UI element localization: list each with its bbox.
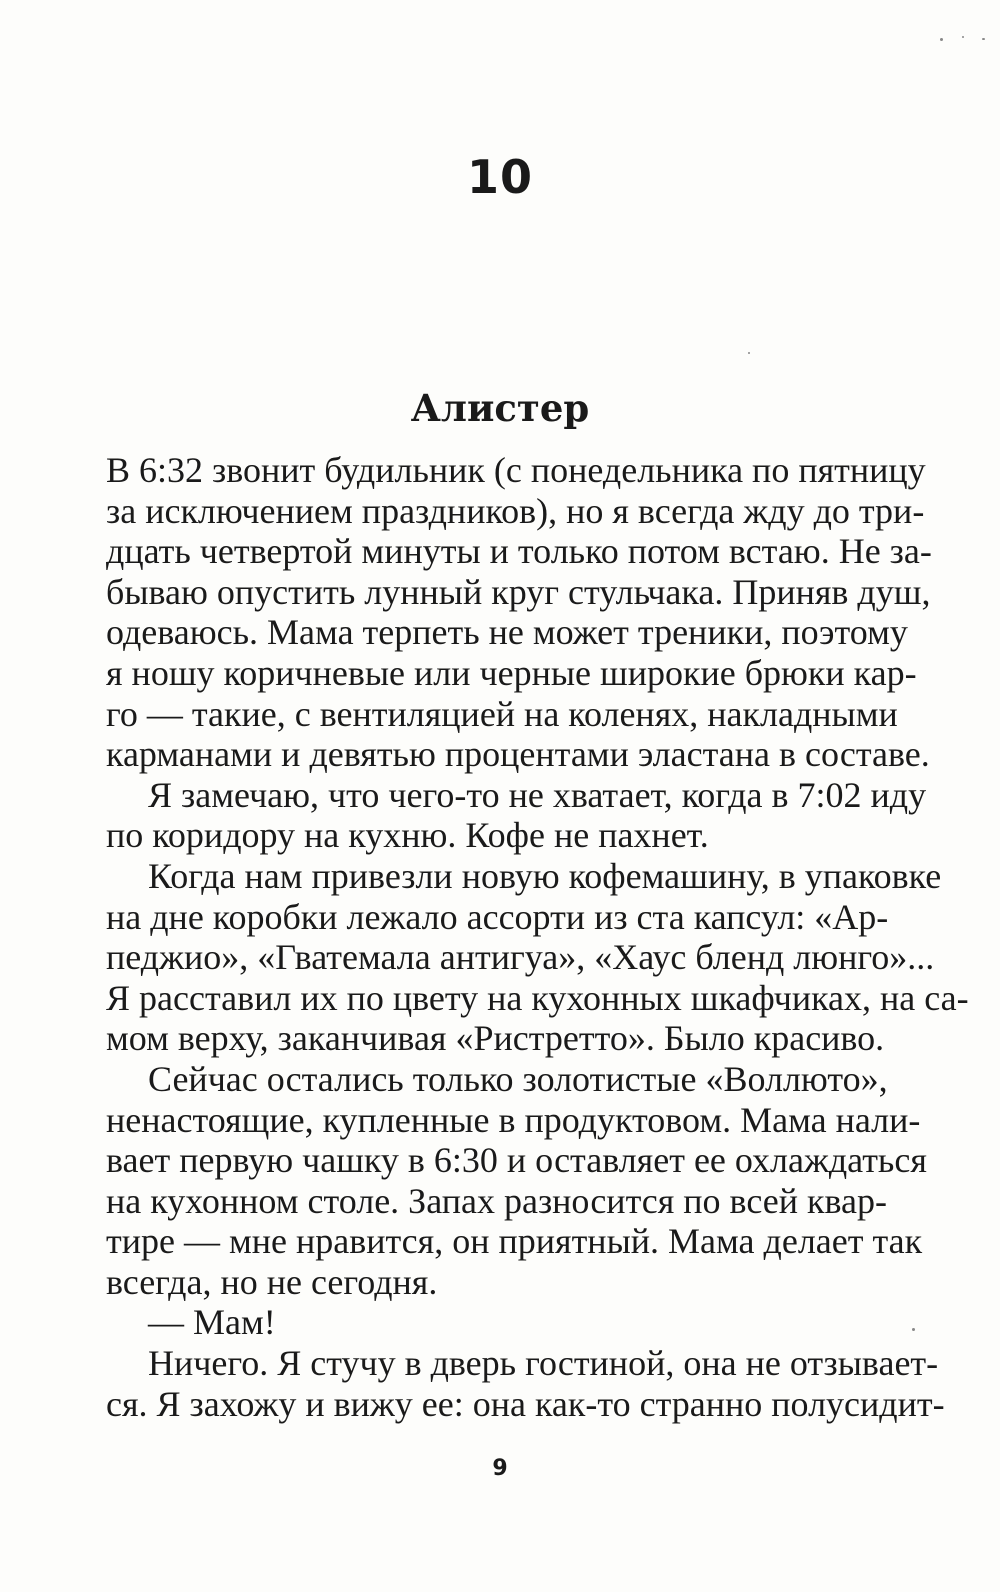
text-line: бываю опустить лунный круг стульчака. Приняв душ, (106, 571, 931, 612)
text-line: одеваюсь. Мама терпеть не может треники, поэтому (106, 612, 908, 653)
scan-speck (912, 1328, 915, 1331)
text-line: Сейчас остались только золотистые «Воллюто», (148, 1058, 888, 1099)
paragraph (106, 1343, 945, 1424)
chapter-number: 10 (466, 150, 533, 204)
paragraph (106, 450, 932, 775)
text-line: Когда нам привезли новую кофемашину, в упаковке (148, 855, 942, 896)
paragraph (106, 774, 927, 856)
text-line: мом верху, заканчивая «Ристретто». Было красиво. (106, 1018, 885, 1059)
text-line: Я замечаю, что чего-то не хватает, когда в 7:02 иду (148, 774, 927, 815)
scan-speck (962, 36, 964, 38)
text-line: — Мам! (148, 1302, 276, 1343)
paragraph (106, 1302, 884, 1343)
text-line: карманами и девятью процентами эластана в составе. (106, 734, 930, 775)
scan-speck (748, 352, 750, 354)
text-line: по коридору на кухню. Кофе не пахнет. (106, 815, 709, 856)
text-line: я ношу коричневые или черные широкие брюки кар- (106, 652, 917, 693)
scan-speck (940, 38, 943, 41)
chapter-title: Алистер (410, 386, 590, 430)
text-line: ненастоящие, купленные в продуктовом. Мама нали- (106, 1099, 921, 1140)
text-line: педжио», «Гватемала антигуа», «Хаус бленд люнго»... (106, 937, 935, 978)
text-line: дцать четвертой минуты и только потом встаю. Не за- (106, 531, 932, 572)
text-line: всегда, но не сегодня. (106, 1261, 438, 1302)
paragraph (106, 1058, 927, 1303)
paragraph (106, 855, 969, 1059)
text-line: тире — мне нравится, он приятный. Мама делает так (106, 1221, 923, 1262)
text-line: ся. Я захожу и вижу ее: она как-то странно полусидит- (106, 1383, 945, 1424)
body-text (106, 450, 969, 1424)
text-line: вает первую чашку в 6:30 и оставляет ее охлаждаться (106, 1140, 927, 1181)
text-line: на дне коробки лежало ассорти из ста капсул: «Ар- (106, 896, 889, 937)
text-line: В 6:32 звонит будильник (с понедельника по пятницу (106, 450, 926, 490)
text-line: за исключением праздников), но я всегда жду до три- (106, 490, 925, 531)
text-line: Ничего. Я стучу в дверь гостиной, она не отзывает- (148, 1343, 939, 1384)
scan-speck (982, 38, 985, 40)
text-line: Я расставил их по цвету на кухонных шкафчиках, на са- (106, 977, 969, 1018)
text-line: го — такие, с вентиляцией на коленях, накладными (106, 693, 898, 734)
text-line: на кухонном столе. Запах разносится по всей квар- (106, 1180, 887, 1221)
page-number: 9 (492, 1456, 508, 1481)
